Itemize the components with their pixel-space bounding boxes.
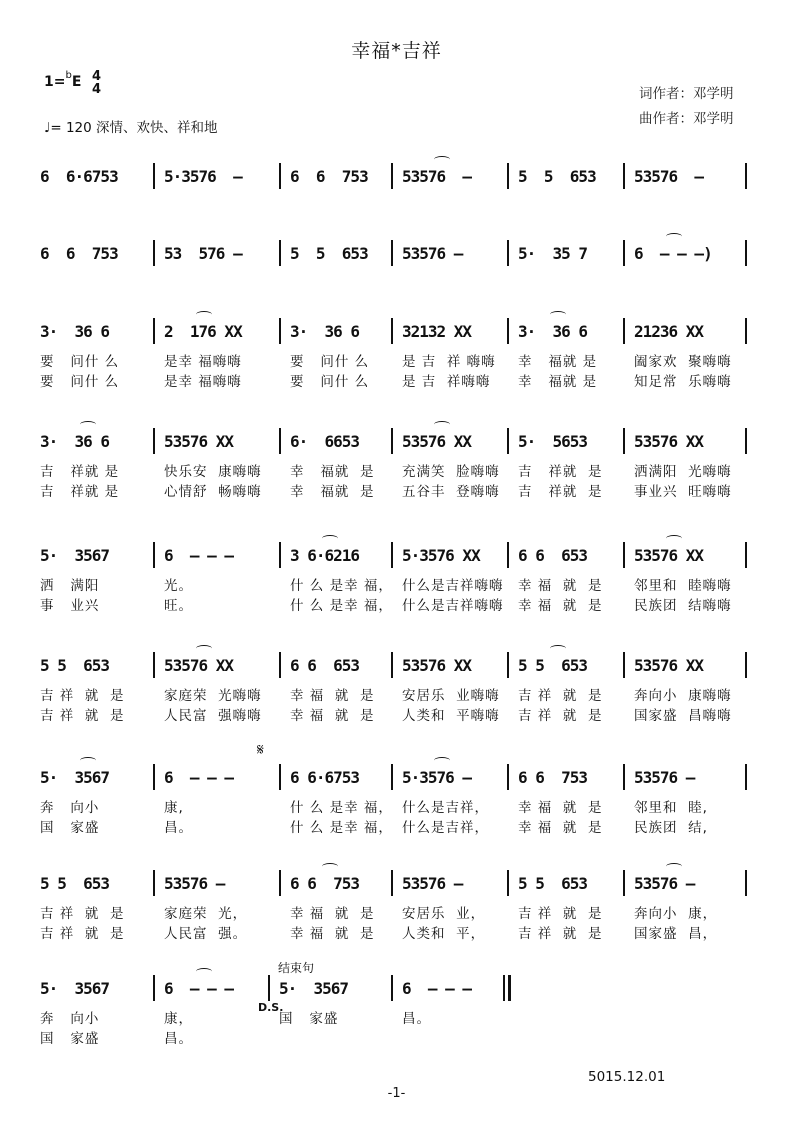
lyric-line-verse-2: [40, 816, 752, 834]
slur-mark: [666, 233, 682, 240]
lyric-segment: 要 问什 么: [290, 354, 370, 370]
score-system: [40, 428, 752, 456]
barline: [268, 975, 270, 1001]
measure: 5 5 653: [518, 167, 596, 186]
barline: [745, 652, 747, 678]
lyric-segment: 幸 福 就 是: [518, 598, 603, 614]
lyric-segment: 吉 祥 就 是: [40, 926, 125, 942]
barline: [507, 163, 509, 189]
barline: [507, 240, 509, 266]
lyric-line-verse-1: [40, 574, 752, 592]
flat-sign: b: [65, 70, 72, 81]
measure: 53576 XX: [164, 656, 234, 675]
barline: [507, 542, 509, 568]
barline: [279, 240, 281, 266]
score-system: [40, 961, 752, 1014]
lyric-segment: 吉 祥 就 是: [518, 708, 603, 724]
measure: 53576 XX: [402, 432, 472, 451]
measure: 6 6·6753: [40, 167, 118, 186]
barline: [153, 652, 155, 678]
ds-marking: D.S.: [258, 1001, 284, 1014]
lyric-segment: 幸 福就 是: [290, 484, 375, 500]
measure: 53576 —: [402, 167, 472, 186]
composer-credit: 曲作者：邓学明: [639, 111, 734, 127]
lyric-segment: 奔向小 康嗨嗨: [634, 688, 732, 704]
measure: 6 6 653: [518, 546, 588, 565]
measure: 3· 36 6: [518, 322, 588, 341]
lyric-segment: 吉 祥就 是: [518, 464, 603, 480]
lyric-segment: 昌。: [164, 820, 193, 836]
measure: 5· 3567: [40, 546, 110, 565]
barline: [279, 163, 281, 189]
slur-mark: [550, 645, 566, 652]
measure: 6 — — —: [164, 546, 234, 565]
barline: [391, 163, 393, 189]
barline: [623, 240, 625, 266]
barline: [391, 240, 393, 266]
lyric-segment: 邻里和 睦,: [634, 800, 708, 816]
segno-sign: 𝄋: [257, 740, 264, 759]
lyric-segment: 家庭荣 光，: [164, 906, 248, 922]
measure: 5· 3567: [279, 979, 349, 998]
time-bottom: 4: [92, 82, 102, 97]
barline: [279, 652, 281, 678]
key-prefix: 1=: [44, 74, 66, 90]
lyric-line-verse-1: [40, 460, 752, 478]
measure: 53576 XX: [634, 432, 704, 451]
barline: [153, 764, 155, 790]
page-number: -1-: [387, 1086, 406, 1101]
ending-label: 结束句: [278, 961, 315, 975]
barline: [623, 764, 625, 790]
barline: [153, 870, 155, 896]
lyric-segment: 昌。: [164, 1031, 193, 1047]
lyric-line-verse-1: [40, 350, 752, 368]
barline: [507, 652, 509, 678]
lyric-segment: 国 家盛: [40, 820, 100, 836]
song-title: 幸福*吉祥: [351, 40, 442, 62]
slur-mark: [550, 311, 566, 318]
lyric-segment: 人类和 平嗨嗨: [402, 708, 500, 724]
slur-mark: [80, 421, 96, 428]
tempo-marking: ♩= 120 深情、欢快、祥和地: [44, 120, 218, 136]
lyric-segment: 安居乐 业嗨嗨: [402, 688, 500, 704]
measure: 3 6·6216: [290, 546, 360, 565]
lyric-line-verse-2: [40, 480, 752, 498]
lyric-segment: 洒 满阳: [40, 578, 100, 594]
barline: [391, 975, 393, 1001]
slur-mark: [666, 535, 682, 542]
lyric-segment: 什么是吉祥，: [402, 820, 489, 836]
lyric-segment: 是幸 福嗨嗨: [164, 374, 242, 390]
slur-mark: [666, 863, 682, 870]
lyric-segment: 光。: [164, 578, 193, 594]
measure: 53576 XX: [634, 546, 704, 565]
measure: 53576 XX: [402, 656, 472, 675]
lyric-segment: 幸 福 就 是: [290, 906, 375, 922]
lyric-segment: 幸 福就 是: [518, 374, 598, 390]
score-system: [40, 870, 752, 898]
time-top: 4: [92, 69, 102, 84]
slur-mark: [434, 156, 450, 163]
measure: 53576 —: [164, 874, 225, 893]
lyric-segment: 家庭荣 光嗨嗨: [164, 688, 262, 704]
lyric-segment: 快乐安 康嗨嗨: [164, 464, 262, 480]
lyric-segment: 幸 福 就 是: [518, 578, 603, 594]
lyric-segment: 幸 福 就 是: [290, 688, 375, 704]
lyric-segment: 什 么 是幸 福，: [290, 578, 393, 594]
barline: [507, 428, 509, 454]
barline: [391, 428, 393, 454]
key-signature: [44, 70, 81, 90]
barline: [623, 870, 625, 896]
score-system: [40, 652, 752, 680]
lyric-segment: 阖家欢 聚嗨嗨: [634, 354, 732, 370]
measure: 5· 5653: [518, 432, 588, 451]
lyric-segment: 事业兴 旺嗨嗨: [634, 484, 732, 500]
lyric-segment: 人民富 强。: [164, 926, 248, 942]
measure: 2 176 XX: [164, 322, 242, 341]
score-system: [40, 240, 752, 268]
lyric-segment: 康,: [164, 800, 184, 816]
measure: 53 576 —: [164, 244, 242, 263]
barline: [507, 764, 509, 790]
lyric-segment: 要 问什 么: [40, 374, 120, 390]
barline: [623, 542, 625, 568]
lyric-segment: 充满笑 脸嗨嗨: [402, 464, 500, 480]
lyric-segment: 国 家盛: [279, 1011, 339, 1027]
measure: 53576 XX: [164, 432, 234, 451]
measure: 3· 36 6: [40, 322, 110, 341]
lyric-segment: 吉 祥 就 是: [518, 688, 603, 704]
lyric-line-verse-1: [40, 796, 752, 814]
measure: 6 — — —: [164, 768, 234, 787]
lyric-segment: 吉 祥就 是: [40, 464, 120, 480]
score-system: [40, 740, 752, 792]
slur-mark: [434, 421, 450, 428]
barline: [279, 318, 281, 344]
lyric-segment: 邻里和 睦嗨嗨: [634, 578, 732, 594]
score-system: [40, 163, 752, 191]
measure: 5· 3567: [40, 979, 110, 998]
barline: [623, 318, 625, 344]
slur-mark: [196, 645, 212, 652]
lyric-segment: 知足常 乐嗨嗨: [634, 374, 732, 390]
measure: 5·3576 XX: [402, 546, 480, 565]
measure: 53576 XX: [634, 656, 704, 675]
lyric-segment: 国家盛 昌，: [634, 926, 718, 942]
lyric-segment: 什么是吉祥，: [402, 800, 489, 816]
measure: 6 6 753: [40, 244, 118, 263]
lyric-segment: 奔向小 康，: [634, 906, 718, 922]
lyric-segment: 什么是吉祥嗨嗨: [402, 578, 504, 594]
lyric-segment: 幸 福 就 是: [290, 926, 375, 942]
barline: [745, 428, 747, 454]
lyric-segment: 什 么 是幸 福，: [290, 820, 393, 836]
barline: [279, 870, 281, 896]
lyric-segment: 幸 福 就 是: [518, 820, 603, 836]
lyric-segment: 吉 祥 就 是: [40, 688, 125, 704]
score-system: [40, 542, 752, 570]
measure: 53576 —: [402, 244, 463, 263]
slur-mark: [322, 863, 338, 870]
measure: 5 5 653: [518, 874, 588, 893]
barline: [391, 318, 393, 344]
lyric-segment: 人民富 强嗨嗨: [164, 708, 262, 724]
measure: 5·3576 —: [402, 768, 472, 787]
lyric-line-verse-1: [40, 902, 752, 920]
measure: 6 — — —): [634, 244, 712, 263]
lyric-segment: 民族团 结嗨嗨: [634, 598, 732, 614]
measure: 6 6 753: [518, 768, 588, 787]
lyric-segment: 要 问什 么: [40, 354, 120, 370]
barline: [391, 870, 393, 896]
measure: 6 — — —: [164, 979, 234, 998]
lyric-segment: 什 么 是幸 福，: [290, 598, 393, 614]
slur-mark: [322, 535, 338, 542]
lyric-segment: 吉 祥就 是: [40, 484, 120, 500]
barline: [279, 764, 281, 790]
slur-mark: [434, 757, 450, 764]
measure: 5 5 653: [40, 874, 110, 893]
lyric-line-verse-1: [40, 684, 752, 702]
barline: [391, 542, 393, 568]
lyric-line-verse-1: [40, 1007, 752, 1025]
barline: [745, 764, 747, 790]
barline: [153, 542, 155, 568]
barline: [745, 318, 747, 344]
score-system: [40, 318, 752, 346]
measure: 21236 XX: [634, 322, 704, 341]
barline: [153, 318, 155, 344]
lyric-segment: 吉 祥 就 是: [518, 906, 603, 922]
lyric-segment: 奔 向小: [40, 800, 100, 816]
lyric-segment: 心情舒 畅嗨嗨: [164, 484, 262, 500]
lyric-segment: 什么是吉祥嗨嗨: [402, 598, 504, 614]
lyric-segment: 是幸 福嗨嗨: [164, 354, 242, 370]
barline: [279, 542, 281, 568]
lyricist-credit: 词作者：邓学明: [639, 86, 734, 102]
slur-mark: [196, 968, 212, 975]
lyric-segment: 国 家盛: [40, 1031, 100, 1047]
key-note: E: [71, 74, 82, 90]
measure: 5 5 653: [518, 656, 588, 675]
lyric-segment: 是 吉 祥嗨嗨: [402, 374, 491, 390]
final-barline: [508, 975, 511, 1001]
lyric-segment: 吉 祥 就 是: [40, 708, 125, 724]
lyric-segment: 昌。: [402, 1011, 431, 1027]
measure: 5·3576 —: [164, 167, 242, 186]
lyric-segment: 安居乐 业，: [402, 906, 486, 922]
lyric-segment: 康，: [164, 1011, 193, 1027]
lyric-segment: 奔 向小: [40, 1011, 100, 1027]
lyric-segment: 吉 祥 就 是: [518, 926, 603, 942]
lyric-segment: 吉 祥就 是: [518, 484, 603, 500]
barline: [153, 163, 155, 189]
lyric-segment: 民族团 结,: [634, 820, 708, 836]
measure: 53576 —: [634, 874, 695, 893]
measure: 3· 36 6: [290, 322, 360, 341]
barline: [279, 428, 281, 454]
lyric-line-verse-2: [40, 704, 752, 722]
measure: 6 6·6753: [290, 768, 360, 787]
barline: [623, 652, 625, 678]
lyric-segment: 幸 福就 是: [290, 464, 375, 480]
lyric-line-verse-2: [40, 370, 752, 388]
lyric-segment: 幸 福 就 是: [518, 800, 603, 816]
final-barline: [503, 975, 505, 1001]
barline: [153, 428, 155, 454]
lyric-segment: 五谷丰 登嗨嗨: [402, 484, 500, 500]
lyric-segment: 事 业兴: [40, 598, 100, 614]
barline: [391, 764, 393, 790]
lyric-segment: 洒满阳 光嗨嗨: [634, 464, 732, 480]
lyric-segment: 人类和 平，: [402, 926, 486, 942]
measure: 53576 —: [634, 768, 695, 787]
barline: [745, 240, 747, 266]
measure: 5· 35 7: [518, 244, 588, 263]
barline: [391, 652, 393, 678]
lyric-segment: 幸 福 就 是: [290, 708, 375, 724]
measure: 5 5 653: [40, 656, 110, 675]
barline: [507, 870, 509, 896]
measure: 5 5 653: [290, 244, 368, 263]
measure: 6 6 753: [290, 167, 368, 186]
lyric-line-verse-2: [40, 594, 752, 612]
measure: 5· 3567: [40, 768, 110, 787]
barline: [745, 542, 747, 568]
lyric-line-verse-2: [40, 922, 752, 940]
barline: [623, 163, 625, 189]
measure: 6 — — —: [402, 979, 472, 998]
barline: [745, 870, 747, 896]
measure: 53576 —: [402, 874, 463, 893]
lyric-segment: 旺。: [164, 598, 193, 614]
lyric-segment: 要 问什 么: [290, 374, 370, 390]
measure: 53576 —: [634, 167, 704, 186]
barline: [153, 240, 155, 266]
slur-mark: [196, 311, 212, 318]
slur-mark: [80, 757, 96, 764]
date-stamp: 5015.12.01: [588, 1069, 666, 1085]
barline: [745, 163, 747, 189]
measure: 6 6 653: [290, 656, 360, 675]
measure: 32132 XX: [402, 322, 472, 341]
lyric-segment: 是 吉 祥 嗨嗨: [402, 354, 496, 370]
barline: [507, 318, 509, 344]
lyric-segment: 国家盛 昌嗨嗨: [634, 708, 732, 724]
barline: [623, 428, 625, 454]
lyric-segment: 幸 福就 是: [518, 354, 598, 370]
measure: 3· 36 6: [40, 432, 110, 451]
time-signature: [92, 70, 101, 96]
measure: 6· 6653: [290, 432, 360, 451]
barline: [153, 975, 155, 1001]
measure: 6 6 753: [290, 874, 360, 893]
lyric-segment: 吉 祥 就 是: [40, 906, 125, 922]
lyric-segment: 什 么 是幸 福，: [290, 800, 393, 816]
lyric-line-verse-2: [40, 1027, 752, 1045]
